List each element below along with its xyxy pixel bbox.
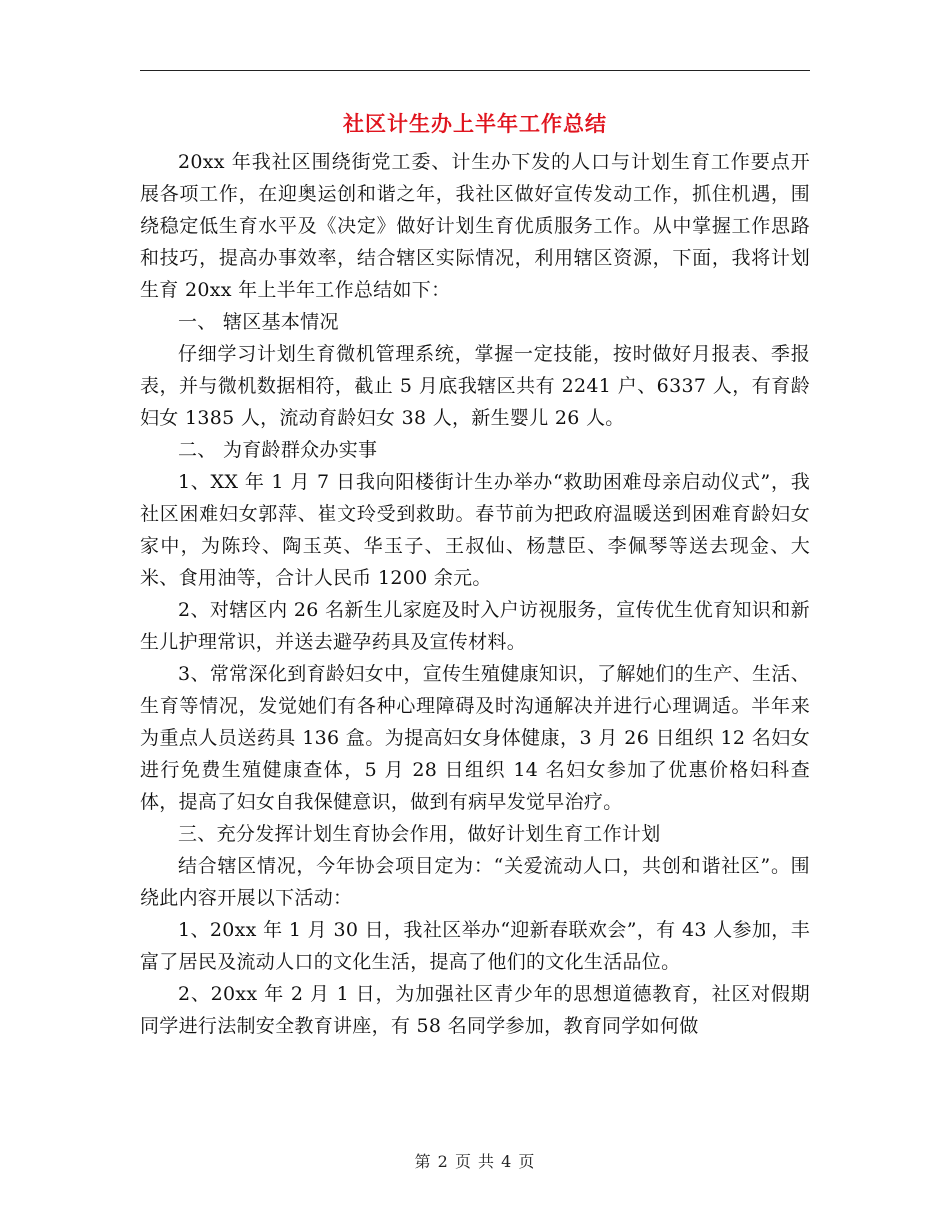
document-title: 社区计生办上半年工作总结 — [343, 112, 607, 136]
paragraph: 1、XX 年 1 月 7 日我向阳楼街计生办举办“救助困难母亲启动仪式”，我社区困难妇女郭萍、崔文玲受到救助。春节前为把政府温暖送到困难育龄妇女家中，为陈玲、陶玉英、华玉子、王叔仙、杨慧臣、李佩琴等送去现金、大米、食用油等，合计人民币 1200 余元。 — [140, 471, 810, 589]
page-number: 第 2 页 共 4 页 — [414, 1152, 536, 1171]
intro-paragraph: 20xx 年我社区围绕街党工委、计生办下发的人口与计划生育工作要点开展各项工作，在迎奥运创和谐之年，我社区做好宣传发动工作，抓住机遇，围绕稳定低生育水平及《决定》做好计划生育优质服务工作。从中掌握工作思路和技巧，提高办事效率，结合辖区实际情况，利用辖区资源，下面，我将计划生育 20xx 年上半年工作总结如下： — [140, 151, 810, 301]
section-heading-2: 二、 为育龄群众办实事 — [178, 439, 378, 461]
section-heading-1: 一、 辖区基本情况 — [178, 311, 339, 333]
paragraph: 仔细学习计划生育微机管理系统，掌握一定技能，按时做好月报表、季报表，并与微机数据相符，截止 5 月底我辖区共有 2241 户、6337 人，有育龄妇女 1385 人，流动育龄妇女 38 人，新生婴儿 26 人。 — [140, 343, 810, 429]
section-heading-3: 三、充分发挥计划生育协会作用，做好计划生育工作计划 — [178, 823, 661, 845]
header-rule — [140, 70, 810, 71]
paragraph: 2、对辖区内 26 名新生儿家庭及时入户访视服务，宣传优生优育知识和新生儿护理常识，并送去避孕药具及宣传材料。 — [140, 599, 810, 653]
document-body — [140, 146, 810, 1042]
paragraph: 1、20xx 年 1 月 30 日，我社区举办“迎新春联欢会”，有 43 人参加，丰富了居民及流动人口的文化生活，提高了他们的文化生活品位。 — [140, 919, 810, 973]
paragraph: 结合辖区情况，今年协会项目定为：“关爱流动人口，共创和谐社区”。围绕此内容开展以下活动： — [140, 855, 810, 909]
paragraph: 3、常常深化到育龄妇女中，宣传生殖健康知识，了解她们的生产、生活、生育等情况，发觉她们有各种心理障碍及时沟通解决并进行心理调适。半年来为重点人员送药具 136 盒。为提高妇女身体健康，3 月 26 日组织 12 名妇女进行免费生殖健康查体，5 月 28 日组织 14 名妇女参加了优惠价格妇科查体，提高了妇女自我保健意识，做到有病早发觉早治疗。 — [140, 663, 810, 813]
paragraph: 2、20xx 年 2 月 1 日，为加强社区青少年的思想道德教育，社区对假期同学进行法制安全教育讲座，有 58 名同学参加，教育同学如何做 — [140, 983, 810, 1037]
